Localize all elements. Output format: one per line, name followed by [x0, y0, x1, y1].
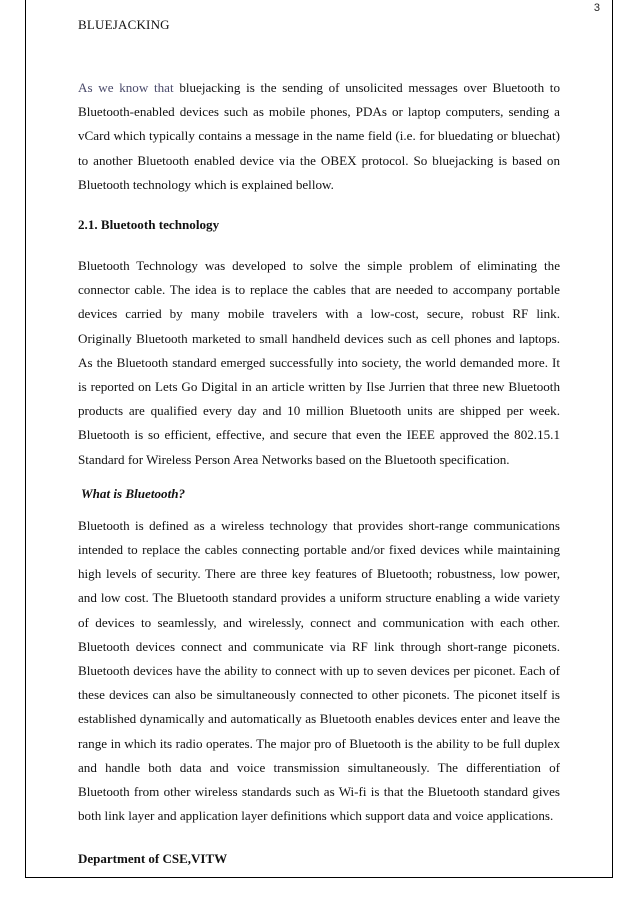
section-paragraph: Bluetooth Technology was developed to solve the simple problem of eliminating the connector cable. The idea is to replace the cables that are needed to accompany portable devices carried by many mobile travelers with a low-cost, secure, robust RF link. Originally Bluetooth marketed to small handheld devices such as cell phones and laptops. As the Bluetooth standard emerged successfully into society, the world demanded more. It is reported on Lets Go Digital in an article written by Ilse Jurrien that three new Bluetooth products are qualified every day and 10 million Bluetooth units are shipped per week. Bluetooth is so efficient, effective, and secure that even the IEEE approved the 802.15.1 Standard for Wireless Person Area Networks based on the Bluetooth specification.	[78, 258, 560, 467]
intro-lead-text: As we know that	[78, 80, 174, 95]
section-heading: 2.1. Bluetooth technology	[78, 217, 220, 233]
running-header-title: BLUEJACKING	[78, 17, 170, 32]
intro-paragraph	[78, 76, 560, 197]
subsection-heading: What is Bluetooth?	[81, 485, 186, 501]
footer-department: Department of CSE,VITW	[78, 851, 228, 866]
intro-body-text: bluejacking is the sending of unsolicited messages over Bluetooth to Bluetooth-enabled devices such as mobile phones, PDAs or laptop computers, sending a vCard which typically contains a message in the name field (i.e. for bluedating or bluechat) to another Bluetooth enabled device via the OBEX protocol. So bluejacking is based on Bluetooth technology which is explained bellow.	[78, 80, 560, 192]
subsection-paragraph: Bluetooth is defined as a wireless technology that provides short-range communications intended to replace the cables connecting portable and/or fixed devices while maintaining high levels of security. There are three key features of Bluetooth; robustness, low power, and low cost. The Bluetooth standard provides a uniform structure enabling a wide variety of devices to seamlessly, and wirelessly, connect and communication with each other. Bluetooth devices connect and communicate via RF link through short-range piconets. Bluetooth devices have the ability to connect with up to seven devices per piconet. Each of these devices can also be simultaneously connected to other piconets. The piconet itself is established dynamically and automatically as Bluetooth enables devices enter and leave the range in which its radio operates. The major pro of Bluetooth is the ability to be full duplex and handle both data and voice transmission simultaneously. The differentiation of Bluetooth from other wireless standards such as Wi-fi is that the Bluetooth standard gives both link layer and application layer definitions which support data and voice applications.	[78, 517, 560, 824]
page-number: 3	[593, 2, 600, 14]
document-body	[78, 76, 560, 828]
